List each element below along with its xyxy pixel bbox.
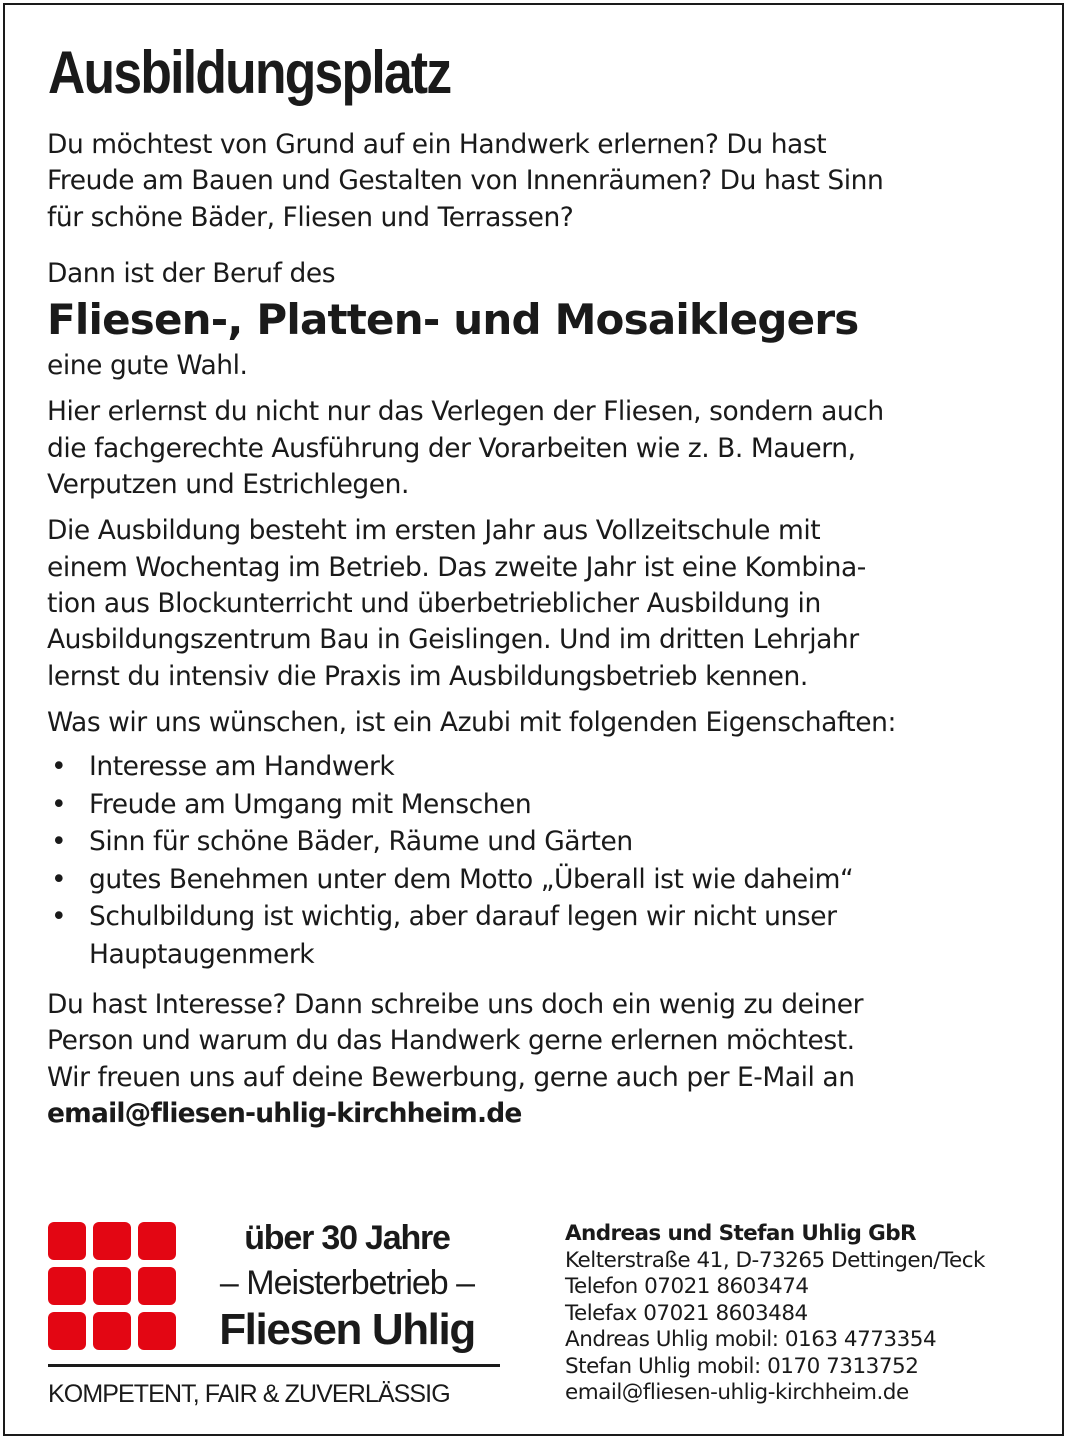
logo-tile	[138, 1267, 176, 1305]
text-line: Person und warum du das Handwerk gerne erlernen möchtest.	[47, 1025, 855, 1057]
ad-body	[47, 127, 1027, 1132]
wish-intro: Was wir uns wünschen, ist ein Azubi mit folgenden Eigenschaften:	[47, 706, 896, 738]
closing-paragraph	[47, 987, 1027, 1132]
text-line: Hauptaugenmerk	[89, 938, 315, 970]
requirements-list	[47, 748, 1027, 973]
contact-fax: Telefax 07021 8603484	[565, 1300, 808, 1326]
logo-tile	[93, 1312, 131, 1350]
text-line: Du möchtest von Grund auf ein Handwerk erlernen? Du hast	[47, 129, 827, 160]
job-title: Fliesen-, Platten- und Mosaiklegers	[47, 295, 859, 345]
brand-meister: – Meisterbetrieb –	[219, 1264, 475, 1302]
application-email-link[interactable]: email@fliesen-uhlig-kirchheim.de	[47, 1098, 522, 1130]
brand-tagline: KOMPETENT, FAIR & ZUVERLÄSSIG	[48, 1380, 450, 1408]
brand-block	[187, 1215, 507, 1355]
logo-tile	[93, 1222, 131, 1260]
text-line: die fachgerechte Ausführung der Vorarbeiten wie z. B. Mauern,	[47, 432, 856, 464]
logo-tile	[48, 1312, 86, 1350]
list-item: • Freude am Umgang mit Menschen	[47, 786, 1027, 824]
text-line: Freude am Bauen und Gestalten von Innenräumen? Du hast Sinn	[47, 165, 884, 197]
text-line: Die Ausbildung besteht im ersten Jahr aus Vollzeitschule mit	[47, 515, 821, 547]
contact-mobile-stefan[interactable]: Stefan Uhlig mobil: 0170 7313752	[565, 1353, 919, 1379]
ad-title: Ausbildungsplatz	[48, 39, 451, 106]
text-line: Verputzen und Estrichlegen.	[47, 469, 409, 501]
logo-tile	[48, 1267, 86, 1305]
text-line: für schöne Bäder, Fliesen und Terrassen?	[47, 201, 574, 233]
text-line: Wir freuen uns auf deine Bewerbung, gerne auch per E-Mail an	[47, 1061, 855, 1093]
list-item	[47, 898, 1027, 973]
contact-block	[565, 1221, 1035, 1407]
ad-frame	[3, 3, 1064, 1436]
contact-address: Kelterstraße 41, D-73265 Dettingen/Teck	[565, 1247, 986, 1273]
lead-in: Dann ist der Beruf des	[47, 257, 336, 289]
logo-tile	[93, 1267, 131, 1305]
intro-paragraph	[47, 127, 1027, 236]
contact-email[interactable]: email@fliesen-uhlig-kirchheim.de	[565, 1380, 909, 1405]
list-item: • Interesse am Handwerk	[47, 748, 1027, 786]
logo-tile	[138, 1312, 176, 1350]
paragraph-1	[47, 394, 1027, 503]
contact-phone[interactable]: Telefon 07021 8603474	[565, 1274, 809, 1299]
text-line: einem Wochentag im Betrieb. Das zweite Jahr ist eine Kombina-	[47, 551, 866, 583]
text-line: Schulbildung ist wichtig, aber darauf legen wir nicht unser	[89, 901, 837, 933]
choice-line: eine gute Wahl.	[47, 350, 248, 382]
logo-tile	[48, 1222, 86, 1260]
brand-name: Fliesen Uhlig	[219, 1305, 475, 1354]
logo-tile	[138, 1222, 176, 1260]
text-line: Du hast Interesse? Dann schreibe uns doch ein wenig zu deiner	[47, 989, 864, 1021]
brand-years: über 30 Jahre	[244, 1219, 450, 1257]
list-item: • Sinn für schöne Bäder, Räume und Gärten	[47, 823, 1027, 861]
brand-divider	[48, 1364, 500, 1367]
text-line: Hier erlernst du nicht nur das Verlegen der Fliesen, sondern auch	[47, 396, 884, 428]
text-line: lernst du intensiv die Praxis im Ausbildungsbetrieb kennen.	[47, 660, 808, 692]
list-item: • gutes Benehmen unter dem Motto „Überall ist wie daheim“	[47, 861, 1027, 899]
paragraph-2	[47, 513, 1027, 694]
contact-mobile-andreas[interactable]: Andreas Uhlig mobil: 0163 4773354	[565, 1327, 937, 1352]
text-line: tion aus Blockunterricht und überbetrieblicher Ausbildung in	[47, 587, 821, 619]
tile-logo-icon	[48, 1222, 178, 1352]
text-line: Ausbildungszentrum Bau in Geislingen. Und im dritten Lehrjahr	[47, 624, 859, 656]
contact-company: Andreas und Stefan Uhlig GbR	[565, 1221, 916, 1246]
